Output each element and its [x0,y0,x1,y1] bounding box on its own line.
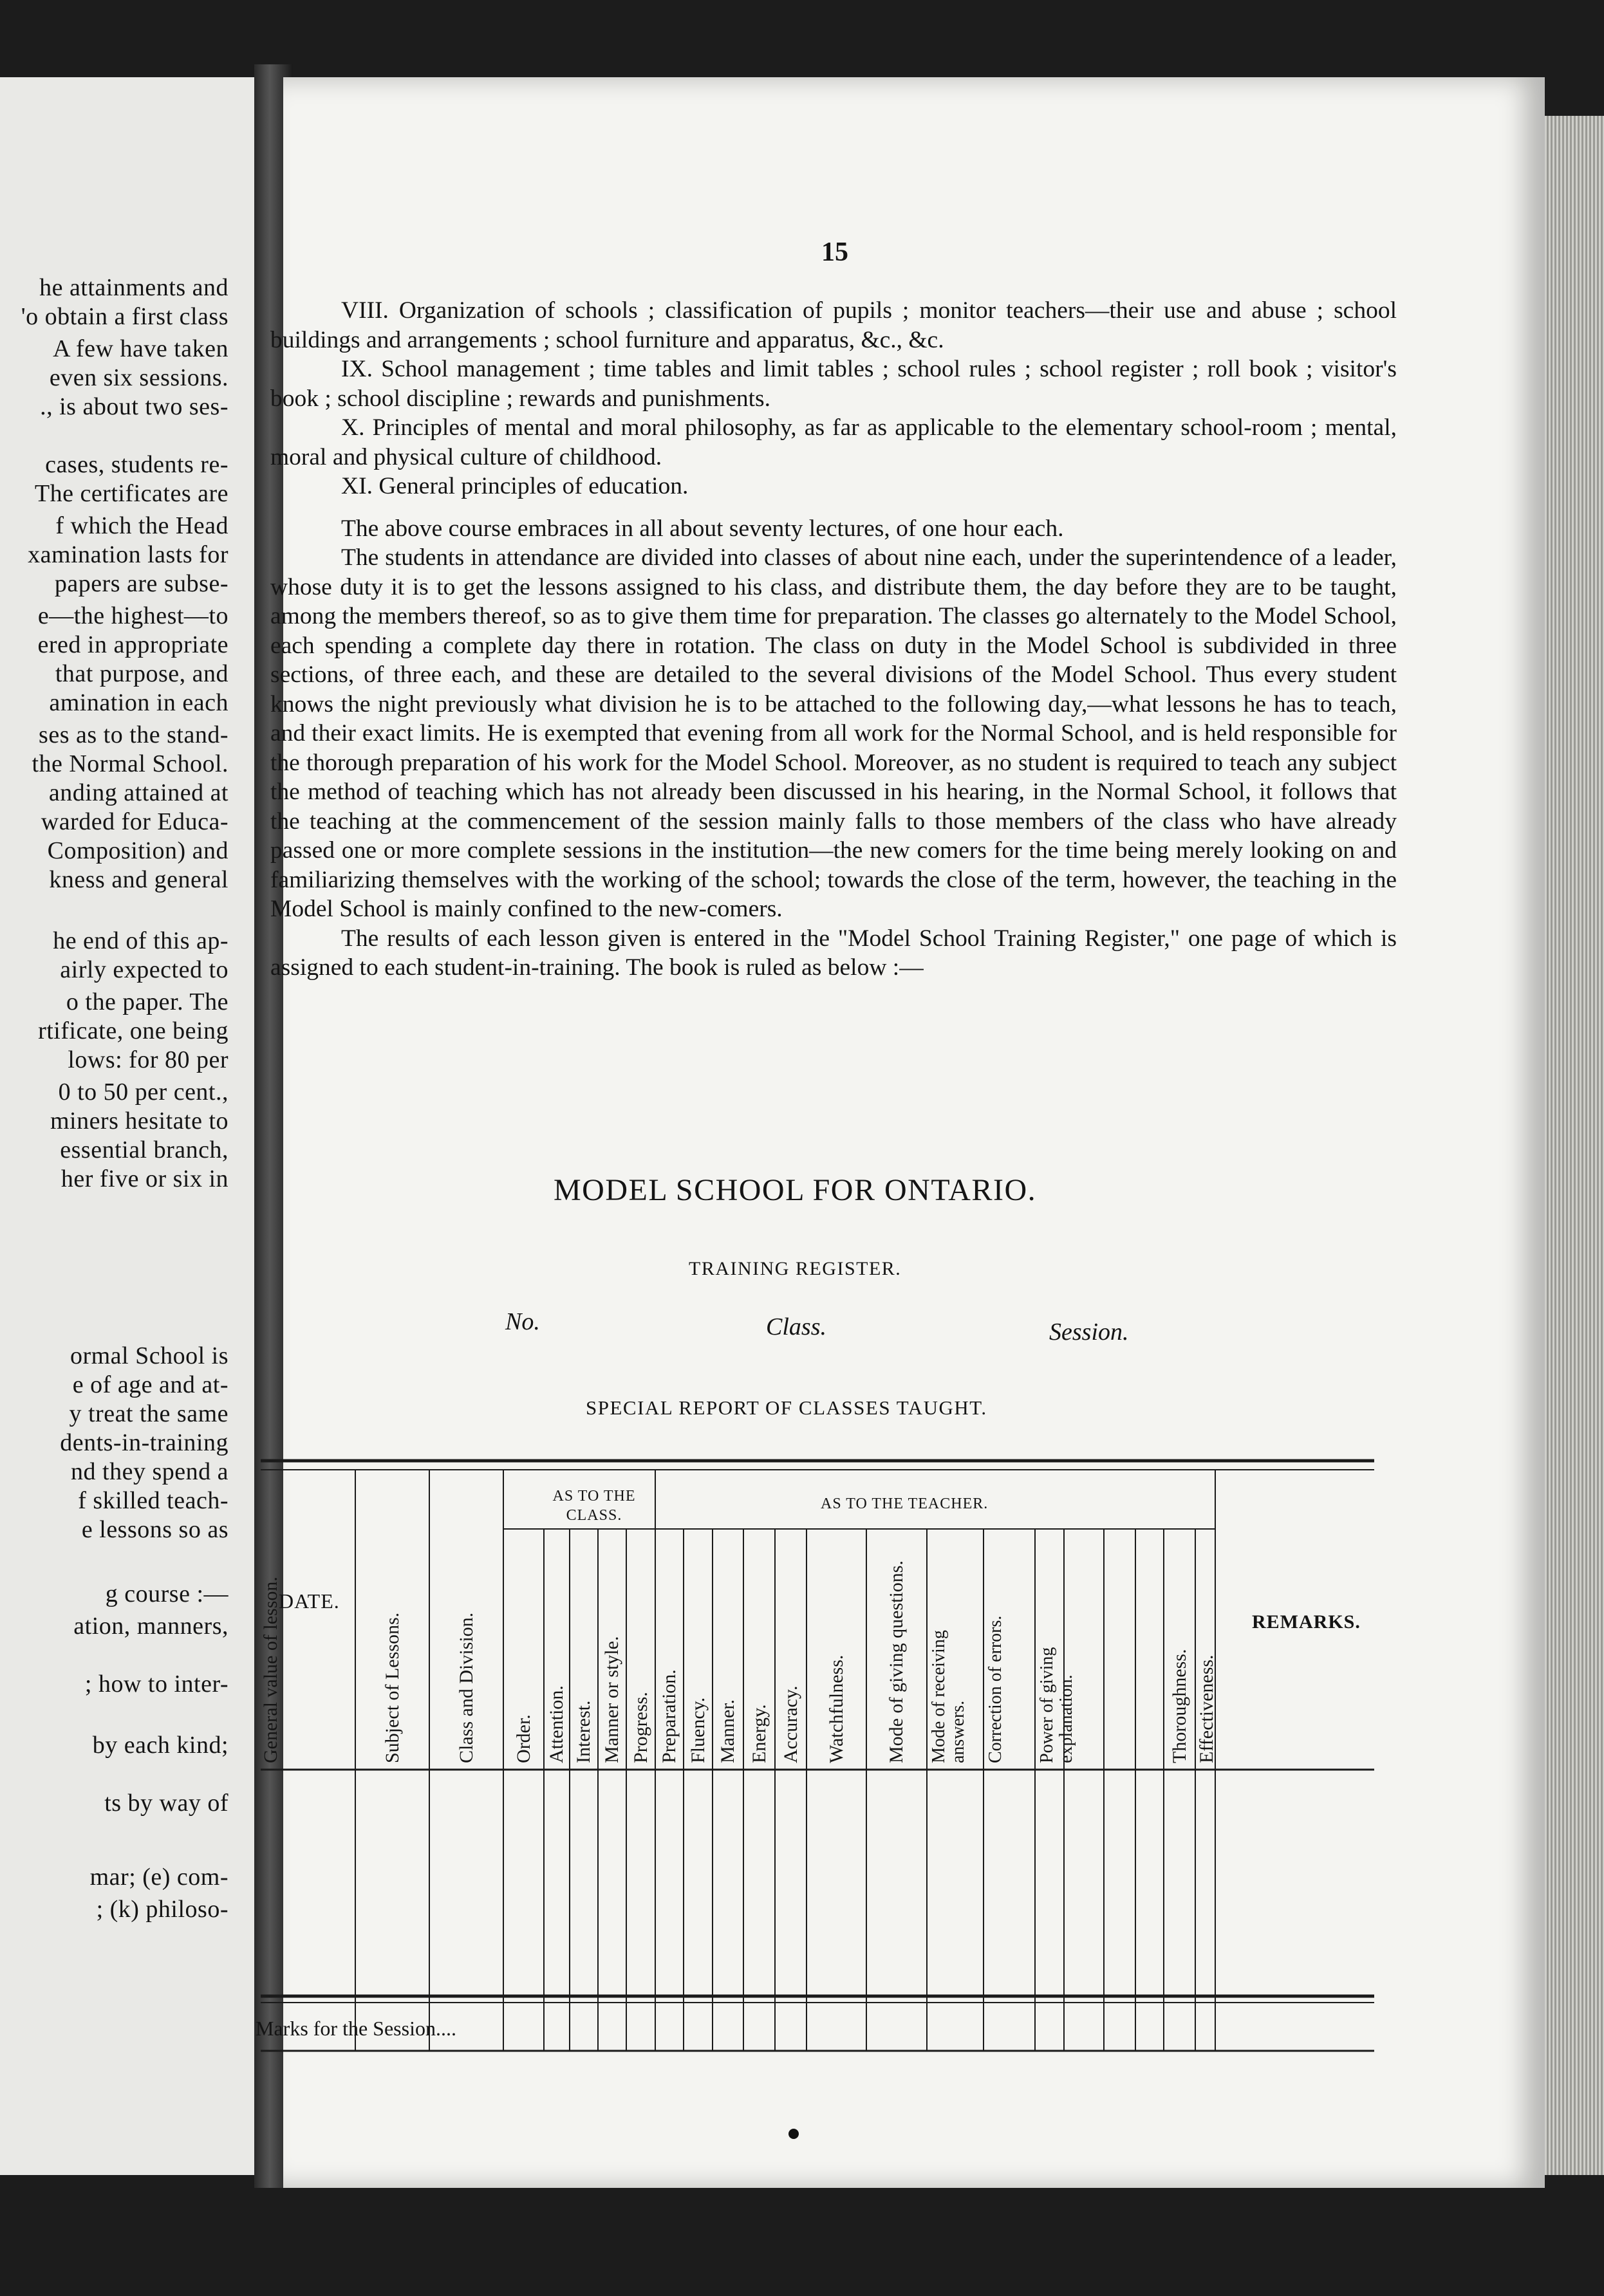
column-header: Subject of Lessons. [381,1612,403,1763]
left-fragment-line: xamination lasts for [28,541,228,568]
left-fragment-line: papers are subse- [54,570,228,597]
column-header: Effectiveness. [1196,1654,1217,1763]
left-fragment-line: miners hesitate to [50,1107,228,1134]
column-header: Manner or style. [601,1636,622,1763]
register-subtitle: TRAINING REGISTER. [689,1258,902,1279]
left-fragment-line: ormal School is [70,1342,228,1369]
paragraph-students: The students in attendance are divided into classes of about nine each, under the superintendence of a leader, whose duty it is to get the lessons assigned to his class, and distribute them, the day before they are to be taught, among the members thereof, so as to give them time for preparation. The classes go alternately to the Model School, each spending a complete day there in rotation. The class on duty in the Model School is subdivided in three sections, of three each, and these are detailed to the several divisions of the Model School. Thus every student knows the night previously what division he is to be attached to the following day,—what lessons he has to teach, and their exact limits. He is exempted that evening from all work for the Normal School, and is held responsible for the thorough preparation of his work for the Model School. Moreover, as no student is required to teach any subject the method of teaching which has not already been discussed in his hearing, in the Normal School, it follows that the teaching at the commencement of the session mainly falls to those members of the class who have already passed one or more complete sessions in the institution—the new comers for the time being merely looking on and familiarizing themselves with the working of the school; towards the close of the term, however, the teaching in the Model School is mainly confined to the new-comers. [270,544,1397,922]
paragraph-x: X. Principles of mental and moral philosophy, as far as applicable to the elementary school-room ; mental, moral and physical culture of childhood. [270,414,1397,470]
left-fragment-line: warded for Educa- [41,808,228,835]
column-header: Mode of giving questions. [886,1560,907,1763]
column-header: Fluency. [687,1697,709,1763]
column-header: Energy. [748,1704,770,1763]
column-header: Mode of receiving answers. [929,1630,968,1763]
left-fragment-line: ; how to inter- [84,1671,228,1698]
left-fragment-line: he attainments and [39,274,228,301]
column-header: Preparation. [658,1669,680,1763]
left-fragment-line: dents-in-training [60,1429,228,1456]
left-fragment-line: e—the highest—to [37,602,228,629]
left-fragment-line: mar; (e) com- [89,1864,228,1891]
column-header: Manner. [717,1699,738,1763]
field-session: Session. [1049,1319,1129,1346]
column-header: Accuracy. [779,1685,801,1763]
paragraph-xi: XI. General principles of education. [341,473,689,499]
page-edge [1545,116,1604,2175]
group-as-to-class: AS TO THE CLASS. [552,1488,636,1524]
column-header: Order. [512,1714,534,1763]
left-fragment-line: essential branch, [60,1136,228,1163]
paragraph-lectures: The above course embraces in all about seventy lectures, of one hour each. [341,515,1064,542]
left-fragment-line: he end of this ap- [53,927,228,954]
group-as-to-teacher: AS TO THE TEACHER. [821,1495,989,1512]
left-fragment-line: 'o obtain a first class [21,303,228,330]
page-number: 15 [821,237,848,267]
register-title: MODEL SCHOOL FOR ONTARIO. [554,1173,1037,1207]
remarks-header: REMARKS. [1252,1611,1361,1633]
left-fragment-line: f skilled teach- [78,1487,228,1514]
left-fragment-line: airly expected to [60,956,228,983]
left-fragment-line: anding attained at [48,779,228,806]
left-fragment-line: ts by way of [104,1790,228,1817]
left-fragment-line: A few have taken [53,335,228,362]
column-header: Class and Division. [455,1612,477,1763]
marks-row-label: Marks for the Session.... [256,2017,456,2040]
body-text [270,296,1397,983]
left-fragment-line: by each kind; [92,1732,228,1759]
left-fragment-line: g course :— [105,1580,228,1607]
left-fragment-line: that purpose, and [55,660,228,687]
left-fragment-line: kness and general [49,866,228,893]
left-fragment-line: y treat the same [69,1400,228,1427]
left-fragment-line: o the paper. The [66,988,228,1015]
left-fragment-line: ; (k) philoso- [96,1896,228,1923]
left-fragment-line: nd they spend a [71,1458,228,1485]
left-fragment-line: f which the Head [55,512,228,539]
paragraph-ix: IX. School management ; time tables and limit tables ; school rules ; school register ; roll book ; visitor's book ; school discipline ; rewards and punishments. [270,356,1397,412]
column-header: General value of lesson. [260,1577,281,1763]
column-header: Watchfulness. [825,1654,847,1763]
left-fragment-line: lows: for 80 per [68,1046,228,1073]
left-fragment-line: her five or six in [61,1165,228,1192]
column-header: Thoroughness. [1168,1649,1190,1763]
column-header: Interest. [573,1700,594,1763]
left-fragment-line: even six sessions. [49,364,228,391]
left-fragment-line: The certificates are [34,480,228,507]
field-no: No. [505,1308,540,1335]
left-fragment-line: ., is about two ses- [40,393,228,420]
ink-dot [788,2129,799,2139]
left-fragment-line: rtificate, one being [38,1017,228,1044]
report-heading: SPECIAL REPORT OF CLASSES TAUGHT. [586,1396,987,1419]
column-header: Correction of errors. [985,1615,1005,1763]
left-fragment-line: ation, manners, [73,1613,228,1640]
left-fragment-line: cases, students re- [45,451,228,478]
left-fragment-line: e of age and at- [72,1371,228,1398]
training-register-table [256,1456,1374,2054]
paragraph-register-intro: The results of each lesson given is entered in the "Model School Training Register," one page of which is assigned to each student-in-training. The book is ruled as below :— [270,925,1397,981]
left-fragment-line: e lessons so as [81,1516,228,1543]
left-fragment-line: ses as to the stand- [39,721,228,748]
column-header: Progress. [629,1692,651,1763]
left-page-fragment [0,77,254,2175]
field-class: Class. [766,1313,826,1340]
left-fragment-line: 0 to 50 per cent., [58,1079,228,1106]
left-fragment-line: the Normal School. [32,750,228,777]
date-header: DATE. [279,1589,340,1613]
column-header: Attention. [546,1685,567,1763]
left-fragment-line: Composition) and [47,837,228,864]
column-header: Power of giving explanation. [1037,1647,1076,1763]
paragraph-viii: VIII. Organization of schools ; classification of pupils ; monitor teachers—their use and abuse ; school buildings and arrangements ; school furniture and apparatus, &c., &c. [270,297,1397,353]
left-fragment-line: amination in each [49,689,228,716]
left-fragment-line: ered in appropriate [37,631,228,658]
